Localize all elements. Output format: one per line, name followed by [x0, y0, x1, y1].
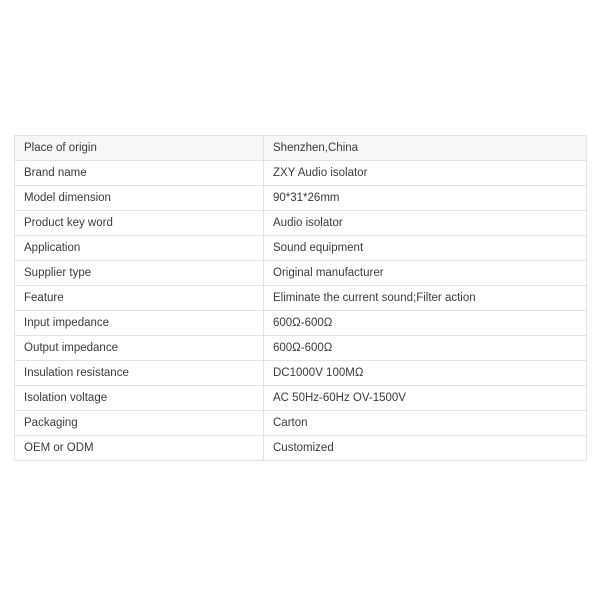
- table-cell-value: Shenzhen,China: [264, 136, 587, 161]
- table-row: [15, 286, 587, 311]
- table-row: [15, 261, 587, 286]
- table-cell-label: OEM or ODM: [15, 436, 264, 461]
- table-row: [15, 136, 587, 161]
- table-row: [15, 311, 587, 336]
- table-cell-value: Sound equipment: [264, 236, 587, 261]
- table-cell-label: Application: [15, 236, 264, 261]
- table-cell-value: Eliminate the current sound;Filter action: [264, 286, 587, 311]
- table-cell-label: Supplier type: [15, 261, 264, 286]
- table-row: [15, 386, 587, 411]
- table-cell-value: 600Ω-600Ω: [264, 336, 587, 361]
- table-cell-label: Packaging: [15, 411, 264, 436]
- table-cell-value: Original manufacturer: [264, 261, 587, 286]
- table-cell-value: Audio isolator: [264, 211, 587, 236]
- table-cell-label: Isolation voltage: [15, 386, 264, 411]
- table-cell-value: 600Ω-600Ω: [264, 311, 587, 336]
- table-row: [15, 211, 587, 236]
- table-cell-label: Insulation resistance: [15, 361, 264, 386]
- table-cell-label: Feature: [15, 286, 264, 311]
- table-row: [15, 336, 587, 361]
- specification-table: [14, 135, 587, 461]
- table-cell-value: AC 50Hz-60Hz OV-1500V: [264, 386, 587, 411]
- table-cell-value: Carton: [264, 411, 587, 436]
- specification-table-body: [15, 136, 587, 461]
- table-row: [15, 161, 587, 186]
- table-cell-label: Product key word: [15, 211, 264, 236]
- table-cell-label: Brand name: [15, 161, 264, 186]
- table-cell-value: ZXY Audio isolator: [264, 161, 587, 186]
- table-row: [15, 436, 587, 461]
- table-row: [15, 236, 587, 261]
- table-cell-label: Output impedance: [15, 336, 264, 361]
- table-cell-value: 90*31*26mm: [264, 186, 587, 211]
- table-row: [15, 186, 587, 211]
- table-row: [15, 411, 587, 436]
- table-cell-label: Input impedance: [15, 311, 264, 336]
- table-cell-label: Place of origin: [15, 136, 264, 161]
- table-cell-label: Model dimension: [15, 186, 264, 211]
- table-row: [15, 361, 587, 386]
- table-cell-value: Customized: [264, 436, 587, 461]
- specification-table-container: [14, 135, 586, 461]
- table-cell-value: DC1000V 100MΩ: [264, 361, 587, 386]
